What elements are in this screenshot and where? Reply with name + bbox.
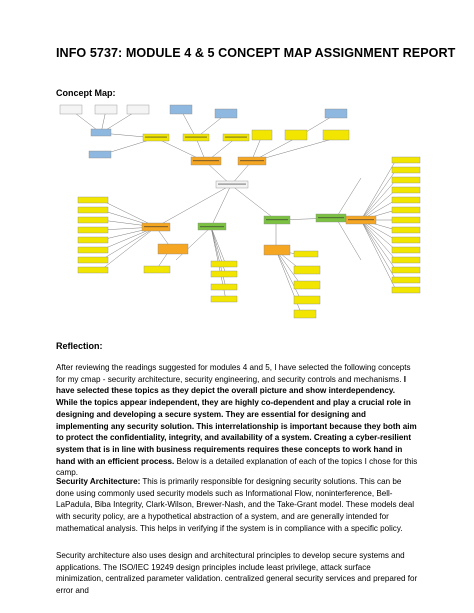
security-architecture-text: This is primarily responsible for designing security solutions. This can be done using commonly used security models such as Informational Flow, noninterference, Bell-LaPadula, Biba Integrity, Clark-Wilson, Brewer-Nash, and the Take-Grant model. These models deal with security policy, are a hypothetical abstraction of a system, and are generally intended for mathematical analysis. This helps in verifying if the system is in compliance with a specific policy. — [56, 477, 415, 533]
page-title: INFO 5737: MODULE 4 & 5 CONCEPT MAP ASSIGNMENT REPORT — [56, 46, 456, 60]
reflection-paragraph-intro — [56, 362, 418, 479]
concept-map-image — [46, 100, 432, 324]
security-architecture-heading: Security Architecture: — [56, 477, 141, 486]
intro-closing-text: Below is a detailed explanation of each of the topics I chose for this camp. — [56, 456, 418, 478]
reflection-heading: Reflection: — [56, 341, 103, 351]
design-principles-paragraph: Security architecture also uses design and architectural principles to develop secure systems and applications. The ISO/IEC 19249 design principles include least privilege, attack surface minimization, centralized parameter validation. centralized general security services and prepared for error and — [56, 551, 418, 596]
concept-map-heading: Concept Map: — [56, 88, 116, 98]
intro-bold-text: I have selected these topics as they depict the overall picture and show interdependency. While the topics appear independent, they are highly co-dependent and play a crucial role in designing and developing a secure system. They are essential for designing and implementing any security solution. This interrelationship is important because they both aim to protect the confidentiality, integrity, and availability of a system. Creating a cyber-resilient system that is in line with business requirements requires these concepts to work hand in hand with an efficient process. — [56, 374, 417, 466]
intro-text: After reviewing the readings suggested for modules 4 and 5, I have selected the following concepts for my cmap - security architecture, security engineering, and security controls and mechanisms. — [56, 363, 411, 384]
security-architecture-paragraph — [56, 476, 418, 535]
